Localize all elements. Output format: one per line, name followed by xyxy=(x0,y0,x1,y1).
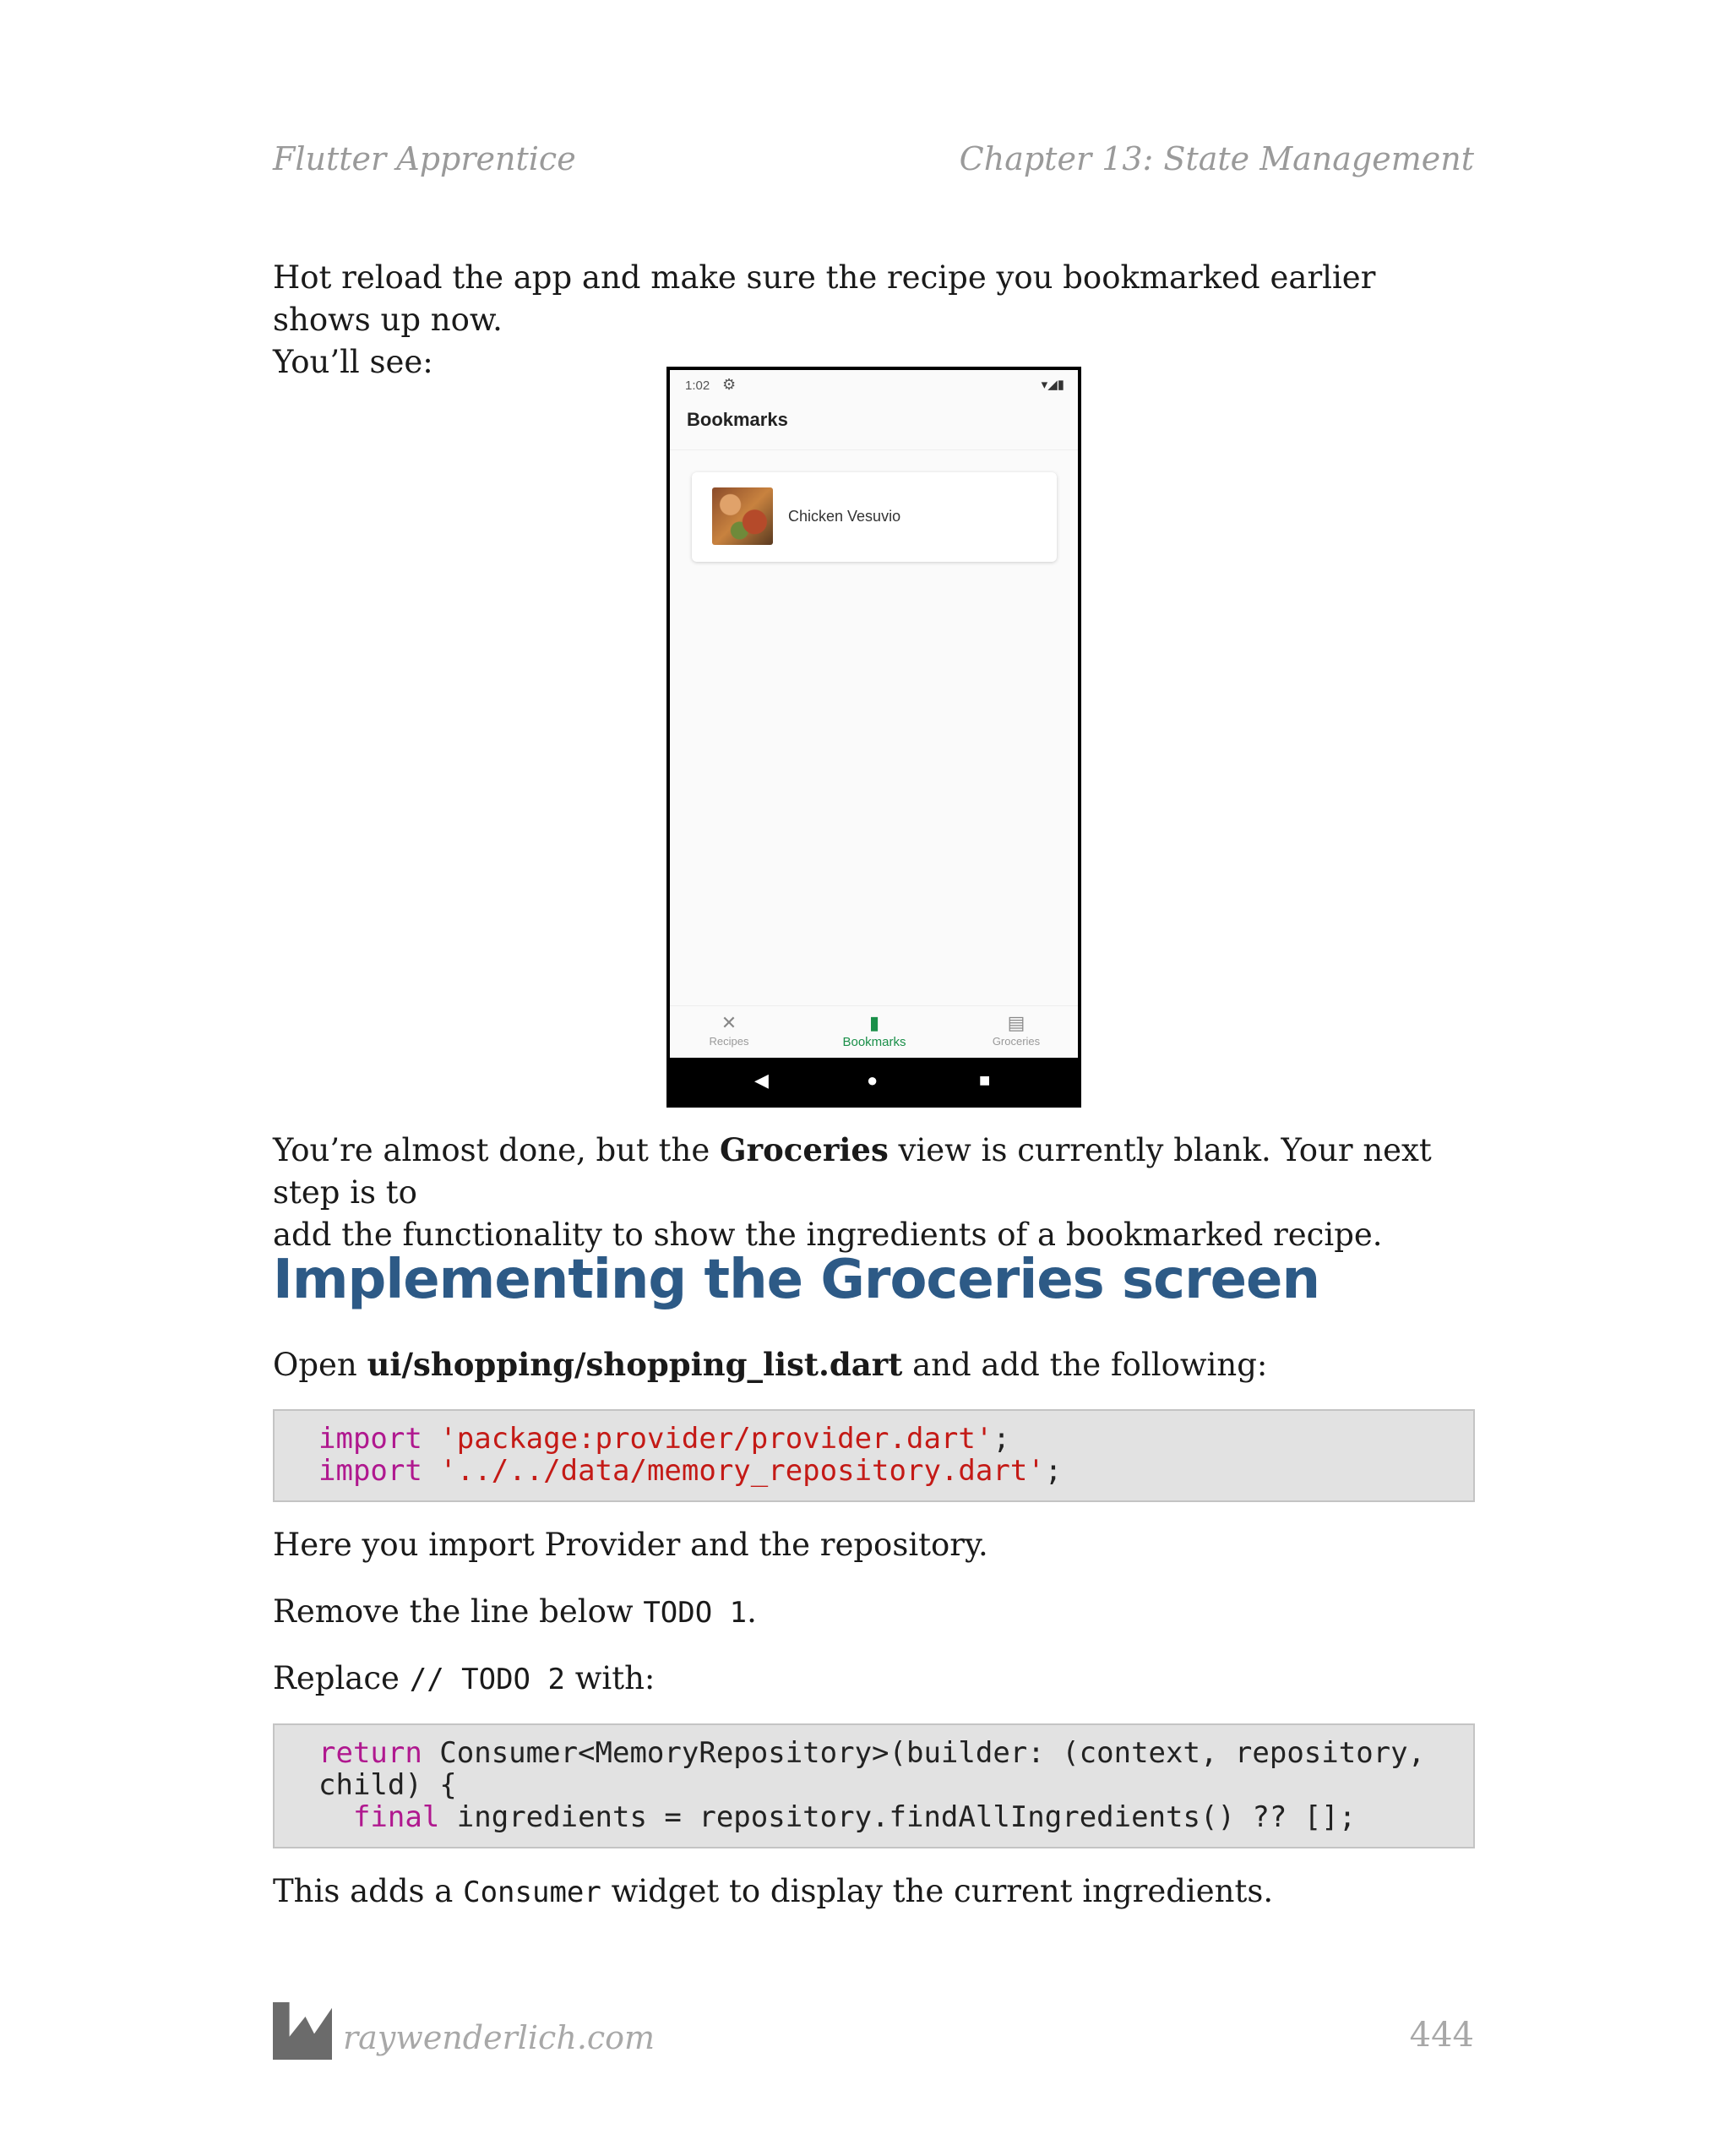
recipe-label: Chicken Vesuvio xyxy=(788,508,901,525)
section-title: Implementing the Groceries screen xyxy=(273,1249,1319,1311)
remove-text-before: Remove the line below xyxy=(273,1593,644,1630)
list-icon: ▤ xyxy=(1007,1012,1025,1033)
code-punct: ; xyxy=(1044,1454,1063,1488)
intro-line-1: Hot reload the app and make sure the recipe you bookmarked earlier shows up now. xyxy=(273,259,1376,338)
phone-screenshot xyxy=(666,367,1081,1108)
consumer-paragraph xyxy=(273,1870,1472,1914)
consumer-text-before: This adds a xyxy=(273,1873,464,1909)
consumer-text-after: widget to display the current ingredients. xyxy=(601,1873,1274,1909)
footer-site: raywenderlich.com xyxy=(343,2019,656,2056)
remove-text-after: . xyxy=(747,1593,757,1630)
gear-icon: ⚙ xyxy=(722,376,737,393)
fork-knife-icon: ✕ xyxy=(721,1012,737,1033)
para2-bold-groceries: Groceries xyxy=(720,1131,889,1168)
nav-label-bookmarks: Bookmarks xyxy=(842,1035,906,1049)
code-keyword-return: return xyxy=(318,1736,422,1770)
para2-line-2: add the functionality to show the ingredients of a bookmarked recipe. xyxy=(273,1217,1383,1253)
signal-battery-icon: ▾◢▮ xyxy=(1041,378,1064,392)
code-line-3: ingredients = repository.findAllIngredients() ?? []; xyxy=(439,1800,1357,1834)
remove-line-paragraph xyxy=(273,1591,1472,1634)
home-icon[interactable]: ● xyxy=(867,1070,879,1091)
inline-code-consumer: Consumer xyxy=(463,1876,601,1909)
raywenderlich-logo-icon xyxy=(273,2002,332,2060)
page-number: 444 xyxy=(1409,2016,1474,2055)
nav-item-recipes[interactable] xyxy=(670,1011,788,1048)
bookmark-card[interactable] xyxy=(692,472,1057,562)
para2-text-before: You’re almost done, but the xyxy=(273,1132,721,1168)
nav-item-groceries[interactable] xyxy=(957,1011,1075,1048)
code-block-imports xyxy=(273,1409,1475,1502)
nav-item-bookmarks[interactable] xyxy=(815,1011,933,1049)
app-bar-title: Bookmarks xyxy=(687,409,788,430)
nav-label-recipes: Recipes xyxy=(709,1035,749,1048)
code-line-2: child) { xyxy=(318,1768,457,1802)
inline-code-todo1: TODO 1 xyxy=(643,1596,748,1630)
recents-icon[interactable]: ■ xyxy=(979,1070,991,1091)
open-file-paragraph xyxy=(273,1343,1472,1386)
status-bar xyxy=(670,370,1078,402)
replace-text-before: Replace xyxy=(273,1660,410,1696)
import-explanation: Here you import Provider and the repository. xyxy=(273,1527,988,1563)
recipe-thumbnail xyxy=(712,487,773,545)
intro-paragraph xyxy=(273,257,1472,384)
file-path: ui/shopping/shopping_list.dart xyxy=(367,1346,903,1383)
para2-text-after: view is currently blank. Your next step is to xyxy=(273,1132,1432,1211)
replace-paragraph xyxy=(273,1658,1472,1701)
status-time: 1:02 xyxy=(685,378,710,393)
open-para-after: and add the following: xyxy=(902,1347,1268,1383)
nav-label-groceries: Groceries xyxy=(992,1035,1041,1048)
running-header-book-title: Flutter Apprentice xyxy=(273,140,576,177)
bookmark-icon: ▮ xyxy=(868,1012,880,1033)
system-navigation-bar xyxy=(670,1058,1078,1104)
code-string: '../../data/memory_repository.dart' xyxy=(439,1454,1045,1488)
app-bar xyxy=(670,402,1078,450)
back-icon[interactable]: ◀ xyxy=(754,1070,769,1091)
code-punct: ; xyxy=(993,1422,1010,1456)
code-keyword-final: final xyxy=(352,1800,440,1834)
replace-text-after: with: xyxy=(564,1660,656,1696)
running-header-chapter: Chapter 13: State Management xyxy=(959,140,1474,177)
code-string: 'package:provider/provider.dart' xyxy=(439,1422,993,1456)
code-line-1: Consumer<MemoryRepository>(builder: (context, repository, xyxy=(422,1736,1426,1770)
open-para-before: Open xyxy=(273,1347,367,1383)
groceries-paragraph xyxy=(273,1129,1472,1256)
intro-line-2: You’ll see: xyxy=(273,344,433,380)
inline-code-todo2: // TODO 2 xyxy=(409,1663,565,1696)
code-keyword: import xyxy=(318,1422,422,1456)
code-keyword: import xyxy=(318,1454,422,1488)
bottom-navigation xyxy=(670,1005,1078,1062)
code-block-consumer xyxy=(273,1723,1475,1848)
